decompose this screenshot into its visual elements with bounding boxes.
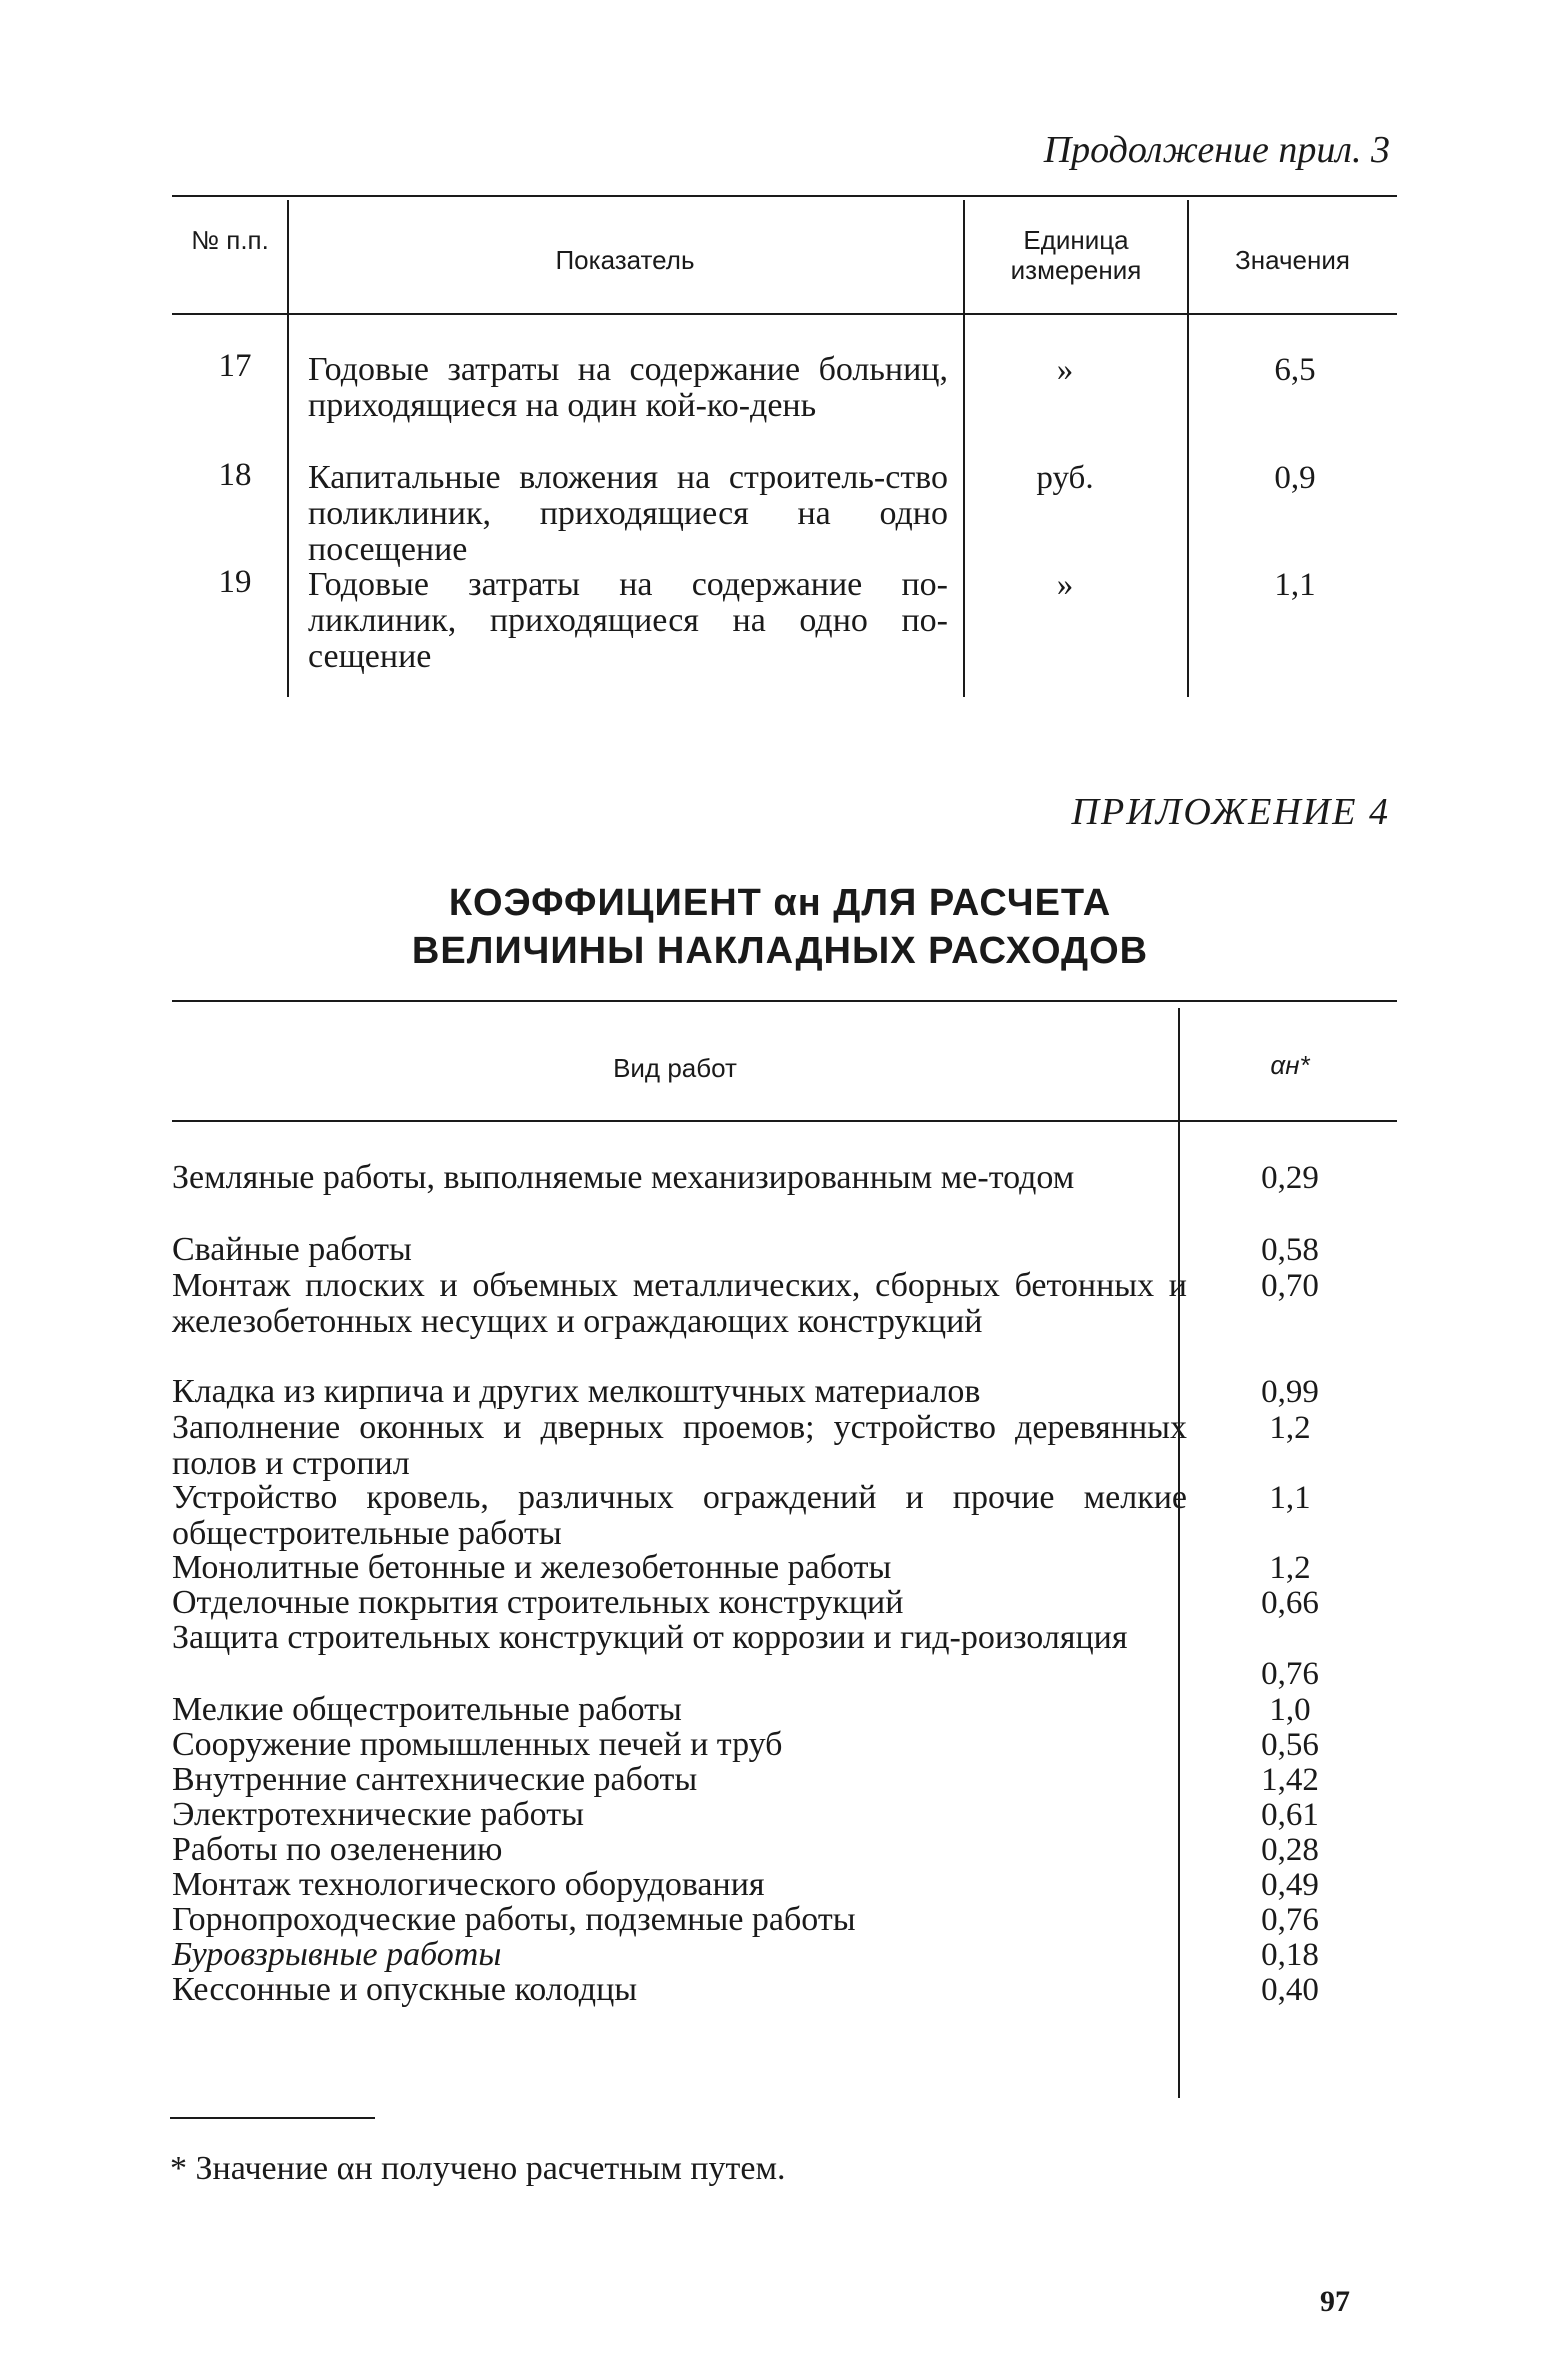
table-1-row-19-num: 19 <box>218 564 252 600</box>
table-2-row-value: 0,40 <box>1261 1972 1319 2008</box>
table-1-row-19-unit: » <box>1056 567 1074 603</box>
table-1-row-18-text: Капитальные вложения на строитель-ство поликлиник, приходящиеся на одно посещение <box>308 459 948 568</box>
table-1-row-19-text: Годовые затраты на содержание по-ликлиник, приходящиеся на одно по-сещение <box>308 566 948 675</box>
table-2-top-rule <box>172 1000 1397 1002</box>
table-2-row: Монтаж технологического оборудования <box>172 1866 765 1903</box>
table-1-row-17-unit: » <box>1056 352 1074 388</box>
table-1-header-num: № п.п. <box>191 225 269 255</box>
table-2-row: Сооружение промышленных печей и труб <box>172 1726 783 1763</box>
table-2-row-value: 0,66 <box>1261 1585 1319 1621</box>
appendix-title: ПРИЛОЖЕНИЕ 4 <box>1071 791 1390 833</box>
page-number: 97 <box>1320 2285 1350 2318</box>
table-2-row-value: 1,0 <box>1269 1692 1311 1728</box>
table-2-row: Мелкие общестроительные работы <box>172 1691 682 1728</box>
table-2-row: Буровзрывные работы <box>172 1936 502 1973</box>
table-2-header-coef: αн* <box>1270 1050 1310 1080</box>
table-2-row-value: 1,2 <box>1269 1410 1311 1446</box>
table-2-row-value: 0,76 <box>1261 1656 1319 1692</box>
table-2-row-value: 0,28 <box>1261 1832 1319 1868</box>
table-2-row-value: 0,18 <box>1261 1937 1319 1973</box>
table-1-col-divider-1 <box>287 200 289 697</box>
table-1-row-17-text: Годовые затраты на содержание больниц, приходящиеся на один кой-ко-день <box>308 351 948 424</box>
heading-line-2: ВЕЛИЧИНЫ НАКЛАДНЫХ РАСХОДОВ <box>411 930 1149 972</box>
table-1-top-rule <box>172 195 1397 197</box>
table-2-row: Свайные работы <box>172 1231 412 1268</box>
table-2-row-value: 0,58 <box>1261 1232 1319 1268</box>
table-2-row: Кладка из кирпича и других мелкоштучных материалов <box>172 1373 981 1410</box>
table-2-header-rule <box>172 1120 1397 1122</box>
table-1-col-divider-3 <box>1187 200 1189 697</box>
table-2-row-value: 0,49 <box>1261 1867 1319 1903</box>
table-2-row: Кессонные и опускные колодцы <box>172 1971 638 2008</box>
table-2-row-value: 1,1 <box>1269 1480 1311 1516</box>
table-2-row: Монолитные бетонные и железобетонные работы <box>172 1549 892 1586</box>
table-1-row-17-num: 17 <box>218 348 252 384</box>
footnote: * Значение αн получено расчетным путем. <box>170 2150 786 2187</box>
table-2-row: Земляные работы, выполняемые механизированным ме-тодом <box>172 1159 1075 1196</box>
table-1-row-18-num: 18 <box>218 457 252 493</box>
table-1-header-rule <box>172 313 1397 315</box>
table-2-row-value: 1,2 <box>1269 1550 1311 1586</box>
footnote-rule <box>170 2117 375 2119</box>
table-1-row-18-value: 0,9 <box>1274 460 1316 496</box>
heading-line-1: КОЭФФИЦИЕНТ αн ДЛЯ РАСЧЕТА <box>448 882 1112 924</box>
table-2-row-value: 0,56 <box>1261 1727 1319 1763</box>
table-1-header-unit: Единица измерения <box>1010 225 1142 285</box>
table-2-header-work: Вид работ <box>613 1053 737 1083</box>
table-2-row: Заполнение оконных и дверных проемов; устройство деревянных полов и стропил <box>172 1409 1187 1482</box>
table-2-row-value: 0,29 <box>1261 1160 1319 1196</box>
table-2-row: Устройство кровель, различных ограждений и прочие мелкие общестроительные работы <box>172 1479 1187 1552</box>
table-2-row: Монтаж плоских и объемных металлических, сборных бетонных и железобетонных несущих и ограждающих конструкций <box>172 1267 1187 1340</box>
table-2-row-value: 0,70 <box>1261 1268 1319 1304</box>
table-1-col-divider-2 <box>963 200 965 697</box>
table-2-row: Защита строительных конструкций от коррозии и гид-роизоляция <box>172 1619 1128 1656</box>
table-2-row: Электротехнические работы <box>172 1796 584 1833</box>
table-2-row-value: 1,42 <box>1261 1762 1319 1798</box>
table-2-row-value: 0,61 <box>1261 1797 1319 1833</box>
continuation-caption: Продолжение прил. 3 <box>1043 129 1390 171</box>
table-2-row: Работы по озеленению <box>172 1831 503 1868</box>
table-1-row-17-value: 6,5 <box>1274 352 1316 388</box>
table-1-row-18-unit: руб. <box>1036 460 1094 496</box>
table-2-row-value: 0,76 <box>1261 1902 1319 1938</box>
table-2-row: Отделочные покрытия строительных конструкций <box>172 1584 904 1621</box>
table-1-row-19-value: 1,1 <box>1274 567 1316 603</box>
table-1-header-indicator: Показатель <box>555 245 695 275</box>
table-2-row: Внутренние сантехнические работы <box>172 1761 698 1798</box>
table-2-row-value: 0,99 <box>1261 1374 1319 1410</box>
table-2-row: Горнопроходческие работы, подземные работы <box>172 1901 856 1938</box>
table-1-header-value: Значения <box>1235 245 1350 275</box>
